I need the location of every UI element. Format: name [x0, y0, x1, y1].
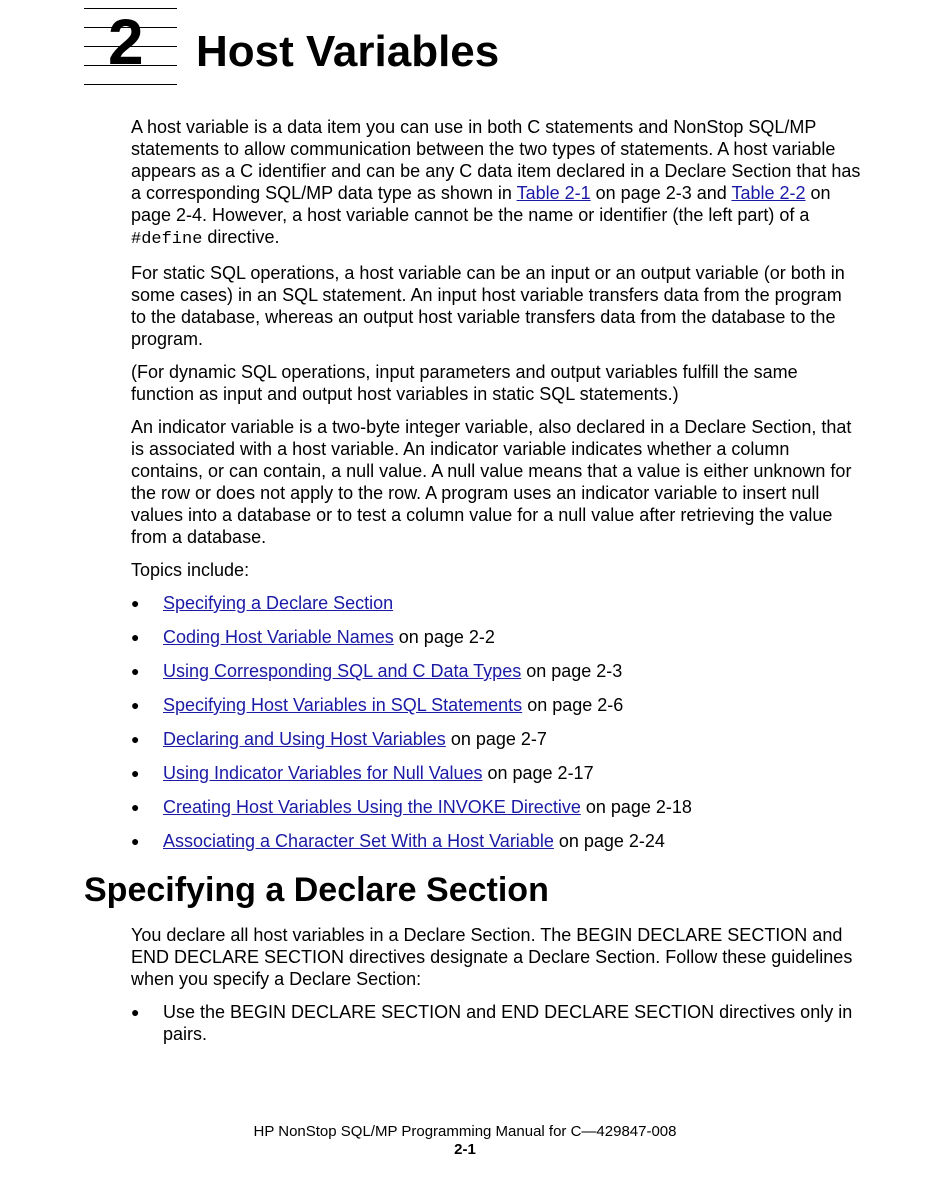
topic-link[interactable]: Associating a Character Set With a Host Variable [163, 831, 554, 851]
topic-link[interactable]: Creating Host Variables Using the INVOKE Directive [163, 797, 581, 817]
manual-title: HP NonStop SQL/MP Programming Manual for C—429847-008 [253, 1123, 677, 1140]
topic-link[interactable]: Declaring and Using Host Variables [163, 729, 446, 749]
topic-link[interactable]: Using Indicator Variables for Null Values [163, 763, 483, 783]
table-2-2-link[interactable]: Table 2-2 [731, 183, 806, 203]
chapter-title: Host Variables [196, 27, 500, 76]
define-code: #define [131, 230, 203, 249]
list-item [131, 592, 861, 626]
bullet-icon: ● [131, 731, 140, 747]
intro-paragraph-3: (For dynamic SQL operations, input parameters and output variables fulfill the same function as input and output host variables in static SQL statements.) [131, 362, 798, 404]
bullet-icon: ● [131, 833, 140, 849]
table-2-1-link[interactable]: Table 2-1 [516, 183, 591, 203]
intro-paragraph-1: A host variable is a data item you can use in both C statements and NonStop SQL/MP statements to allow communication between the two types of statements. A host variable appears as a C identifier and can be any C data item declared in a Declare Section that has a corresponding SQL/MP data type as shown in Table 2-1 on page 2-3 and Table 2-2 on page 2-4. However, a host variable cannot be the name or identifier (the left part) of a #define directive. [131, 117, 861, 249]
bullet-icon: ● [131, 697, 140, 713]
topic-link[interactable]: Coding Host Variable Names [163, 627, 394, 647]
section-body [131, 924, 861, 1045]
page-number: 2-1 [454, 1141, 476, 1158]
page-footer [0, 1123, 930, 1159]
bullet-icon: ● [131, 765, 140, 781]
list-item: ● Creating Host Variables Using the INVOKE Directive on page 2-18 [131, 797, 692, 817]
chapter-number: 2 [108, 6, 144, 78]
intro-paragraph-4: An indicator variable is a two-byte integer variable, also declared in a Declare Section, that is associated with a host variable. An indicator variable indicates whether a column contains, or can contain, a null value. A null value means that a value is either unknown for the row or does not apply to the row. A program uses an indicator variable to insert null values into a database or to test a column value for a null value after retrieving the value from a database. [131, 417, 852, 547]
bullet-icon: ● [131, 595, 140, 611]
list-item: ● Using Corresponding SQL and C Data Types on page 2-3 [131, 661, 623, 681]
list-item [131, 1001, 861, 1045]
section-paragraph-1: You declare all host variables in a Declare Section. The BEGIN DECLARE SECTION and END DECLARE SECTION directives designate a Declare Section. Follow these guidelines when you specify a Declare Section: [131, 925, 853, 989]
bullet-icon: ● [131, 663, 140, 679]
list-item: ● Coding Host Variable Names on page 2-2 [131, 627, 495, 647]
topic-link[interactable]: Specifying a Declare Section [163, 593, 394, 613]
guideline-text: Use the BEGIN DECLARE SECTION and END DECLARE SECTION directives only in pairs. [163, 1002, 853, 1044]
topic-link[interactable]: Specifying Host Variables in SQL Statements [163, 695, 523, 715]
bullet-icon: ● [131, 799, 140, 815]
topics-label: Topics include: [131, 560, 250, 580]
intro-paragraph-2: For static SQL operations, a host variable can be an input or an output variable (or both in some cases) in an SQL statement. An input host variable transfers data from the program to the database, whereas an output host variable transfers data from the database to the program. [131, 263, 845, 349]
bullet-icon: ● [131, 1004, 140, 1020]
topics-list [131, 592, 861, 864]
guidelines-list [131, 1001, 861, 1045]
intro-body [131, 116, 861, 864]
topic-link[interactable]: Using Corresponding SQL and C Data Types [163, 661, 522, 681]
list-item: ● Specifying Host Variables in SQL Statements on page 2-6 [131, 695, 624, 715]
list-item: ● Associating a Character Set With a Host Variable on page 2-24 [131, 831, 665, 851]
list-item: ● Using Indicator Variables for Null Values on page 2-17 [131, 763, 594, 783]
section-heading: Specifying a Declare Section [84, 871, 549, 909]
list-item: ● Declaring and Using Host Variables on page 2-7 [131, 729, 547, 749]
bullet-icon: ● [131, 629, 140, 645]
